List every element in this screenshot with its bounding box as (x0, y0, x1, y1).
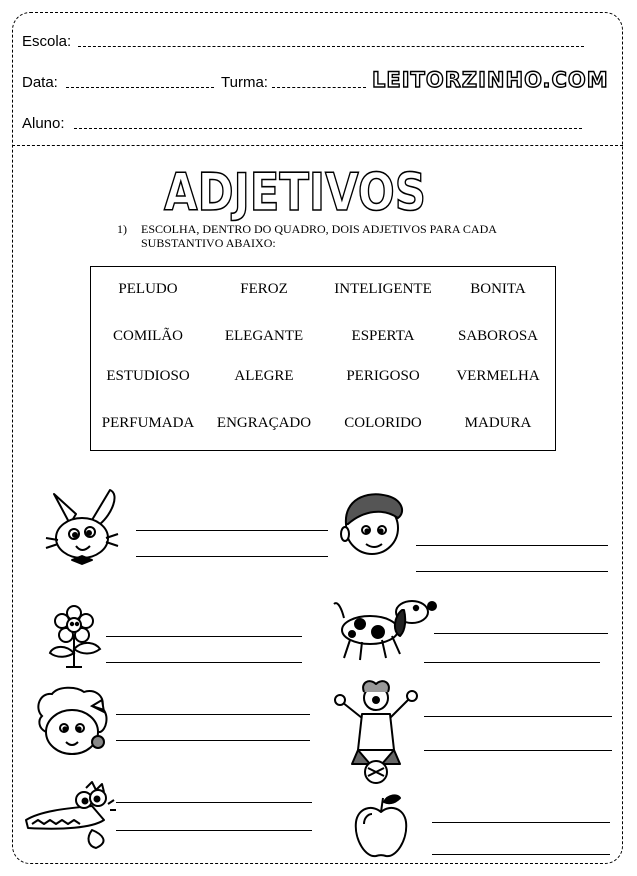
adjective-word: PERIGOSO (346, 368, 420, 384)
answer-line[interactable] (106, 636, 302, 637)
adjective-word: COMILÃO (113, 328, 183, 344)
boy-icon (336, 488, 410, 562)
adjective-word: VERMELHA (456, 368, 540, 384)
class-field[interactable] (272, 87, 366, 88)
apple-icon (352, 794, 410, 862)
instruction (117, 222, 537, 250)
answer-line[interactable] (116, 740, 310, 741)
flower-icon (44, 603, 106, 671)
answer-line[interactable] (136, 530, 328, 531)
date-label: Data: (22, 74, 58, 91)
school-label: Escola: (22, 33, 72, 50)
brand-logo: LEITORZINHO.COM (372, 68, 609, 92)
adjective-word: INTELIGENTE (334, 281, 432, 297)
adjective-word: FEROZ (240, 281, 288, 297)
answer-line[interactable] (116, 714, 310, 715)
student-label: Aluno: (22, 115, 65, 132)
instruction-line-1: ESCOLHA, DENTRO DO QUADRO, DOIS ADJETIVOS PARA CADA (141, 222, 497, 236)
date-field[interactable] (66, 87, 214, 88)
adjective-word: ALEGRE (234, 368, 294, 384)
adjective-word: COLORIDO (344, 415, 422, 431)
crocodile-icon (22, 780, 118, 852)
adjective-word: MADURA (464, 415, 532, 431)
clown-icon (334, 680, 420, 786)
adjective-word: ESPERTA (351, 328, 415, 344)
dog-icon (330, 596, 440, 664)
answer-line[interactable] (136, 556, 328, 557)
header-divider (12, 145, 623, 146)
answer-line[interactable] (416, 571, 608, 572)
adjective-word: BONITA (470, 281, 526, 297)
adjective-word: ENGRAÇADO (216, 415, 312, 431)
girl-icon (32, 686, 114, 760)
adjective-word: PERFUMADA (101, 415, 195, 431)
answer-line[interactable] (116, 802, 312, 803)
adjective-word: PELUDO (118, 281, 178, 297)
instruction-line-2: SUBSTANTIVO ABAIXO: (141, 236, 276, 250)
answer-line[interactable] (432, 854, 610, 855)
class-label: Turma: (221, 74, 268, 91)
school-field[interactable] (78, 46, 584, 47)
answer-line[interactable] (416, 545, 608, 546)
svg-text:ADJETIVOS: ADJETIVOS (164, 163, 426, 223)
answer-line[interactable] (424, 662, 600, 663)
instruction-number: 1) (117, 222, 127, 236)
adjective-word: ELEGANTE (224, 328, 304, 344)
page-title (160, 158, 430, 223)
answer-line[interactable] (424, 716, 612, 717)
answer-line[interactable] (432, 822, 610, 823)
answer-line[interactable] (434, 633, 608, 634)
answer-line[interactable] (424, 750, 612, 751)
student-field[interactable] (74, 128, 582, 129)
adjective-word: SABOROSA (457, 328, 539, 344)
adjective-word: ESTUDIOSO (106, 368, 190, 384)
answer-line[interactable] (116, 830, 312, 831)
bunny-icon (40, 484, 122, 570)
answer-line[interactable] (106, 662, 302, 663)
